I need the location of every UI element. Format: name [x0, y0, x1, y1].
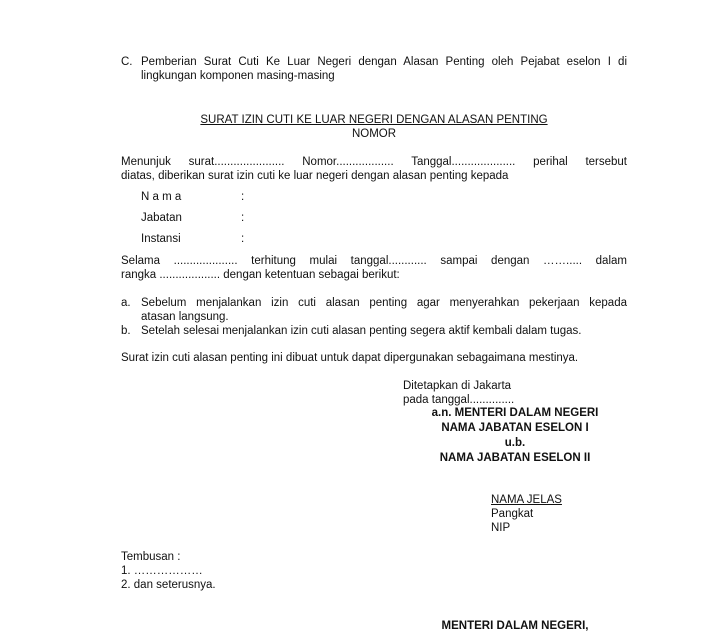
condition-a-marker: a. — [121, 297, 131, 309]
signature-place: Ditetapkan di Jakarta — [403, 380, 512, 392]
footer-minister: MENTERI DALAM NEGERI, — [441, 620, 589, 632]
signature-position-eselon-1: NAMA JABATAN ESELON I — [441, 422, 589, 434]
signature-name: NAMA JELAS — [491, 494, 562, 506]
intro-line1: Menunjuk surat...................... Nomor.................. Tanggal.................... perihal tersebut — [121, 156, 627, 168]
field-sep-nama: : — [241, 191, 245, 203]
field-label-nama: N a m a — [141, 191, 182, 203]
field-label-jabatan: Jabatan — [141, 212, 182, 224]
period-line1: Selama .................... terhitung mulai tanggal............ sampai dengan ……..... dalam — [121, 255, 627, 267]
section-marker: C. — [121, 56, 133, 68]
field-label-instansi: Instansi — [141, 233, 181, 245]
condition-a-line1: Sebelum menjalankan izin cuti alasan penting agar menyerahkan pekerjaan kepada — [141, 297, 627, 309]
condition-a-line2: atasan langsung. — [141, 311, 229, 323]
condition-b-line1: Setelah selesai menjalankan izin cuti alasan penting segera aktif kembali dalam tugas. — [141, 325, 582, 337]
condition-b-marker: b. — [121, 325, 131, 337]
section-text-line2: lingkungan komponen masing-masing — [141, 70, 335, 82]
cc-item-2: 2. dan seterusnya. — [121, 579, 216, 591]
signature-position-eselon-2: NAMA JABATAN ESELON II — [439, 452, 591, 464]
field-sep-jabatan: : — [241, 212, 245, 224]
cc-heading: Tembusan : — [121, 551, 181, 563]
signature-date: pada tanggal.............. — [403, 394, 515, 406]
document-nomor: NOMOR — [351, 128, 397, 140]
signature-on-behalf: a.n. MENTERI DALAM NEGERI — [431, 407, 599, 419]
signature-ub: u.b. — [504, 437, 526, 449]
period-line2: rangka ................... dengan ketentuan sebagai berikut: — [121, 269, 400, 281]
cc-item-1: 1. ……………… — [121, 565, 203, 577]
document-title-wrap — [120, 113, 628, 127]
section-text-line1: Pemberian Surat Cuti Ke Luar Negeri dengan Alasan Penting oleh Pejabat eselon I di — [141, 56, 627, 68]
document-title: SURAT IZIN CUTI KE LUAR NEGERI DENGAN ALASAN PENTING — [200, 114, 548, 126]
intro-line2: diatas, diberikan surat izin cuti ke luar negeri dengan alasan penting kepada — [121, 170, 509, 182]
signature-rank: Pangkat — [491, 508, 534, 520]
closing-statement: Surat izin cuti alasan penting ini dibuat untuk dapat dipergunakan sebagaimana mestinya. — [121, 352, 579, 364]
signature-nip: NIP — [491, 522, 511, 534]
field-sep-instansi: : — [241, 233, 245, 245]
